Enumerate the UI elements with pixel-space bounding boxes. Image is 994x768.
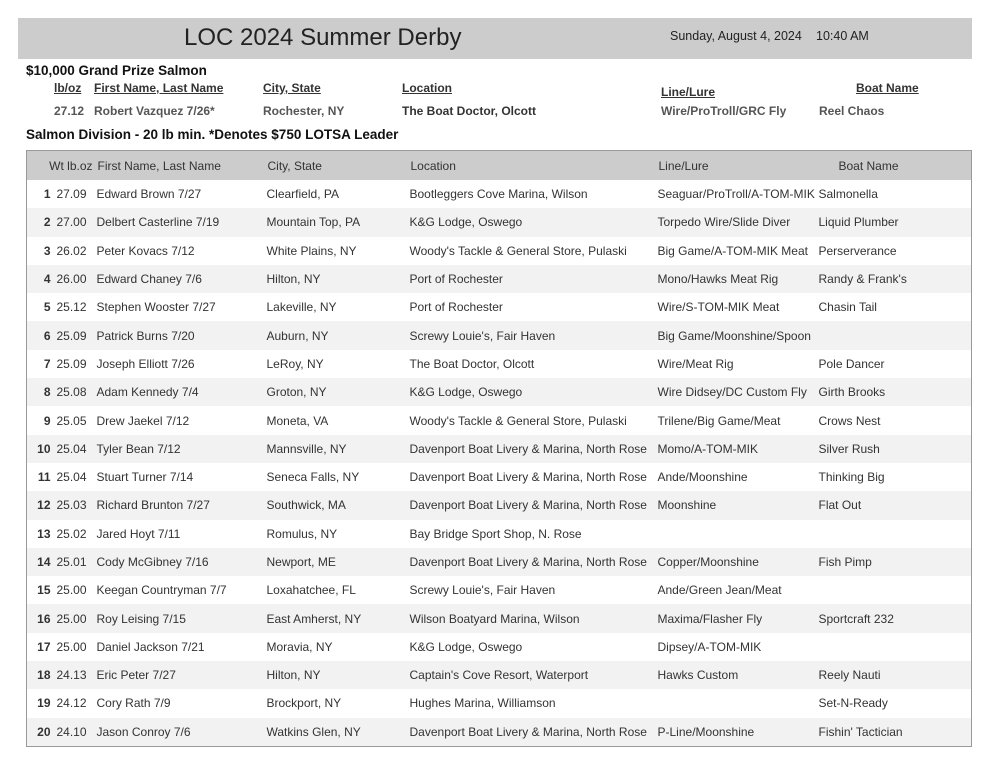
cell-weight: 26.02 (56, 243, 87, 258)
cell-lure: Big Game/Moonshine/Spoon (658, 321, 819, 349)
cell-location: Davenport Boat Livery & Marina, North Rose (410, 718, 658, 747)
cell-lure (658, 689, 819, 717)
cell-weight: 25.01 (57, 548, 97, 576)
cell-name: Adam Kennedy 7/4 (97, 378, 267, 406)
cell-rank: 4 (27, 265, 57, 293)
gp-city: Rochester, NY (263, 104, 345, 118)
table-row (27, 265, 972, 293)
cell-city: East Amherst, NY (267, 604, 410, 632)
cell-name: Tyler Bean 7/12 (97, 435, 267, 463)
grand-prize-heading: $10,000 Grand Prize Salmon (26, 63, 207, 78)
cell-rank: 12 (27, 491, 57, 519)
table-row (27, 293, 972, 321)
table-row (27, 520, 972, 548)
cell-location: Davenport Boat Livery & Marina, North Rose (410, 548, 658, 576)
cell-name: Edward Chaney 7/6 (97, 265, 267, 293)
gp-col-lure: Line/Lure (661, 85, 716, 99)
cell-location: Hughes Marina, Williamson (409, 696, 556, 711)
cell-city: Mannsville, NY (267, 435, 410, 463)
cell-weight: 25.00 (56, 583, 87, 598)
cell-city: Seneca Falls, NY (266, 470, 360, 485)
cell-lure: Maxima/Flasher Fly (658, 604, 819, 632)
cell-name: Roy Leising 7/15 (97, 604, 267, 632)
col-lure: Line/Lure (658, 151, 819, 181)
table-row (27, 576, 972, 604)
cell-rank: 5 (43, 300, 51, 315)
cell-city: Hilton, NY (267, 661, 410, 689)
cell-boat: Flat Out (819, 491, 972, 519)
cell-location: Port of Rochester (410, 265, 658, 293)
cell-name: Drew Jaekel 7/12 (96, 413, 190, 428)
col-name: First Name, Last Name (97, 151, 267, 181)
cell-location: Davenport Boat Livery & Marina, North Rose (410, 491, 658, 519)
table-row (27, 661, 972, 689)
cell-boat (819, 576, 972, 604)
cell-name: Joseph Elliott 7/26 (96, 356, 195, 371)
table-row (27, 321, 972, 349)
gp-col-location: Location (402, 81, 452, 95)
cell-boat: Set-N-Ready (818, 696, 888, 711)
cell-name: Peter Kovacs 7/12 (96, 243, 195, 258)
cell-lure: Mono/Hawks Meat Rig (658, 265, 819, 293)
cell-weight: 25.04 (56, 470, 87, 485)
cell-rank: 15 (37, 583, 51, 598)
cell-rank: 14 (27, 548, 57, 576)
table-header-row (27, 151, 972, 181)
cell-rank: 2 (27, 208, 57, 236)
cell-boat: Chasin Tail (818, 300, 877, 315)
cell-rank: 10 (27, 435, 57, 463)
cell-city: Clearfield, PA (266, 187, 339, 202)
cell-location: Davenport Boat Livery & Marina, North Rose (409, 470, 647, 485)
gp-col-weight: lb/oz (54, 81, 82, 95)
cell-boat: Pole Dancer (818, 356, 885, 371)
cell-weight: 25.00 (57, 604, 97, 632)
cell-weight: 25.03 (57, 491, 97, 519)
table-row (27, 237, 972, 265)
cell-location: Davenport Boat Livery & Marina, North Rose (410, 435, 658, 463)
gp-col-name: First Name, Last Name (94, 81, 224, 95)
cell-weight: 27.00 (57, 208, 97, 236)
cell-name: Stuart Turner 7/14 (96, 470, 194, 485)
table-row (27, 718, 972, 747)
cell-city: White Plains, NY (266, 243, 357, 258)
cell-name: Cody McGibney 7/16 (97, 548, 267, 576)
cell-lure: Big Game/A-TOM-MIK Meat (657, 243, 808, 258)
cell-lure: Momo/A-TOM-MIK (658, 435, 819, 463)
cell-rank: 19 (37, 696, 51, 711)
cell-boat: Salmonella (818, 187, 878, 202)
col-boat: Boat Name (819, 151, 972, 181)
cell-location: Captain's Cove Resort, Waterport (410, 661, 658, 689)
cell-name: Edward Brown 7/27 (96, 187, 202, 202)
cell-lure: Seaguar/ProTroll/A-TOM-MIK (657, 187, 815, 202)
cell-weight: 24.10 (57, 718, 97, 747)
report-time: 10:40 AM (816, 29, 869, 43)
cell-lure: Hawks Custom (658, 661, 819, 689)
gp-col-boat: Boat Name (856, 81, 919, 95)
cell-location: Wilson Boatyard Marina, Wilson (410, 604, 658, 632)
cell-lure: Wire/S-TOM-MIK Meat (657, 300, 780, 315)
cell-rank: 17 (37, 639, 51, 654)
cell-weight: 25.04 (57, 435, 97, 463)
cell-name: Cory Rath 7/9 (96, 696, 171, 711)
cell-weight: 25.12 (56, 300, 87, 315)
cell-rank: 6 (27, 321, 57, 349)
cell-weight: 24.12 (56, 696, 87, 711)
table-row (27, 208, 972, 236)
table-row (27, 406, 972, 434)
cell-name: Jason Conroy 7/6 (97, 718, 267, 747)
table-row (27, 378, 972, 406)
cell-location: K&G Lodge, Oswego (410, 208, 658, 236)
cell-city: Brockport, NY (266, 696, 342, 711)
cell-location: Bay Bridge Sport Shop, N. Rose (409, 526, 582, 541)
cell-city: Mountain Top, PA (267, 208, 410, 236)
cell-weight: 25.08 (57, 378, 97, 406)
cell-weight: 25.02 (56, 526, 87, 541)
cell-city: Lakeville, NY (266, 300, 337, 315)
cell-lure (658, 520, 819, 548)
cell-city: Auburn, NY (267, 321, 410, 349)
report-date: Sunday, August 4, 2024 (670, 29, 802, 43)
cell-boat (819, 321, 972, 349)
cell-weight: 26.00 (57, 265, 97, 293)
table-row (27, 689, 972, 717)
cell-boat: Perserverance (818, 243, 897, 258)
table-row (27, 491, 972, 519)
cell-boat: Silver Rush (819, 435, 972, 463)
table-row (27, 463, 972, 491)
cell-rank: 11 (37, 470, 51, 485)
cell-city: Watkins Glen, NY (267, 718, 410, 747)
gp-boat: Reel Chaos (819, 104, 885, 118)
cell-lure: Copper/Moonshine (658, 548, 819, 576)
cell-rank: 8 (27, 378, 57, 406)
cell-location: K&G Lodge, Oswego (410, 378, 658, 406)
table-row (27, 604, 972, 632)
cell-boat: Girth Brooks (819, 378, 972, 406)
cell-name: Stephen Wooster 7/27 (96, 300, 216, 315)
gp-weight: 27.12 (54, 104, 85, 118)
cell-boat: Fishin' Tactician (819, 718, 972, 747)
cell-weight: 27.09 (56, 187, 87, 202)
cell-city: Hilton, NY (267, 265, 410, 293)
cell-location: Port of Rochester (409, 300, 503, 315)
cell-boat: Thinking Big (818, 470, 885, 485)
cell-location: Screwy Louie's, Fair Haven (410, 321, 658, 349)
gp-col-city: City, State (263, 81, 321, 95)
cell-location: Woody's Tackle & General Store, Pulaski (409, 243, 627, 258)
cell-name: Jared Hoyt 7/11 (96, 526, 181, 541)
cell-lure: Ande/Green Jean/Meat (657, 583, 782, 598)
cell-name: Keegan Countryman 7/7 (96, 583, 227, 598)
cell-city: Moravia, NY (266, 639, 333, 654)
table-row (27, 548, 972, 576)
cell-weight: 25.09 (57, 321, 97, 349)
cell-location: The Boat Doctor, Olcott (409, 356, 535, 371)
cell-name: Patrick Burns 7/20 (97, 321, 267, 349)
cell-lure: P-Line/Moonshine (658, 718, 819, 747)
cell-lure: Moonshine (658, 491, 819, 519)
cell-city: Southwick, MA (267, 491, 410, 519)
cell-rank: 16 (27, 604, 57, 632)
table-row (27, 180, 972, 208)
cell-boat: Liquid Plumber (819, 208, 972, 236)
cell-lure: Wire/Meat Rig (657, 356, 734, 371)
col-location: Location (410, 151, 658, 181)
col-weight: Wt lb.oz (27, 151, 97, 181)
cell-city: Groton, NY (267, 378, 410, 406)
gp-lure: Wire/ProTroll/GRC Fly (661, 104, 787, 118)
cell-location: Screwy Louie's, Fair Haven (409, 583, 556, 598)
cell-rank: 3 (43, 243, 51, 258)
table-row (27, 350, 972, 378)
cell-city: LeRoy, NY (266, 356, 324, 371)
cell-name: Daniel Jackson 7/21 (96, 639, 205, 654)
cell-boat: Randy & Frank's (819, 265, 972, 293)
cell-rank: 18 (27, 661, 57, 689)
cell-boat (819, 633, 972, 661)
cell-weight: 25.05 (56, 413, 87, 428)
cell-weight: 24.13 (57, 661, 97, 689)
cell-boat: Reely Nauti (819, 661, 972, 689)
cell-weight: 25.09 (56, 356, 87, 371)
cell-location: Woody's Tackle & General Store, Pulaski (409, 413, 627, 428)
salmon-division-table (26, 150, 972, 747)
cell-name: Richard Brunton 7/27 (97, 491, 267, 519)
cell-rank: 13 (37, 526, 51, 541)
division-heading: Salmon Division - 20 lb min. *Denotes $750 LOTSA Leader (26, 127, 399, 142)
cell-boat: Sportcraft 232 (819, 604, 972, 632)
cell-boat: Crows Nest (818, 413, 881, 428)
cell-weight: 25.00 (56, 639, 87, 654)
cell-lure: Trilene/Big Game/Meat (657, 413, 781, 428)
col-city: City, State (267, 151, 410, 181)
cell-city: Romulus, NY (266, 526, 338, 541)
cell-lure: Torpedo Wire/Slide Diver (658, 208, 819, 236)
cell-lure: Ande/Moonshine (657, 470, 748, 485)
cell-lure: Wire Didsey/DC Custom Fly (658, 378, 819, 406)
cell-boat (819, 520, 972, 548)
gp-location: The Boat Doctor, Olcott (402, 104, 537, 118)
cell-rank: 9 (43, 413, 51, 428)
cell-rank: 1 (43, 187, 51, 202)
cell-city: Newport, ME (267, 548, 410, 576)
gp-name: Robert Vazquez 7/26* (94, 104, 215, 118)
cell-lure: Dipsey/A-TOM-MIK (657, 639, 762, 654)
cell-name: Delbert Casterline 7/19 (97, 208, 267, 236)
cell-name: Eric Peter 7/27 (97, 661, 267, 689)
cell-city: Moneta, VA (266, 413, 329, 428)
cell-rank: 20 (27, 718, 57, 747)
page-title: LOC 2024 Summer Derby (184, 24, 462, 51)
cell-location: Bootleggers Cove Marina, Wilson (409, 187, 588, 202)
table-row (27, 633, 972, 661)
cell-location: K&G Lodge, Oswego (409, 639, 523, 654)
cell-city: Loxahatchee, FL (266, 583, 356, 598)
cell-boat: Fish Pimp (819, 548, 972, 576)
cell-rank: 7 (43, 356, 51, 371)
table-row (27, 435, 972, 463)
